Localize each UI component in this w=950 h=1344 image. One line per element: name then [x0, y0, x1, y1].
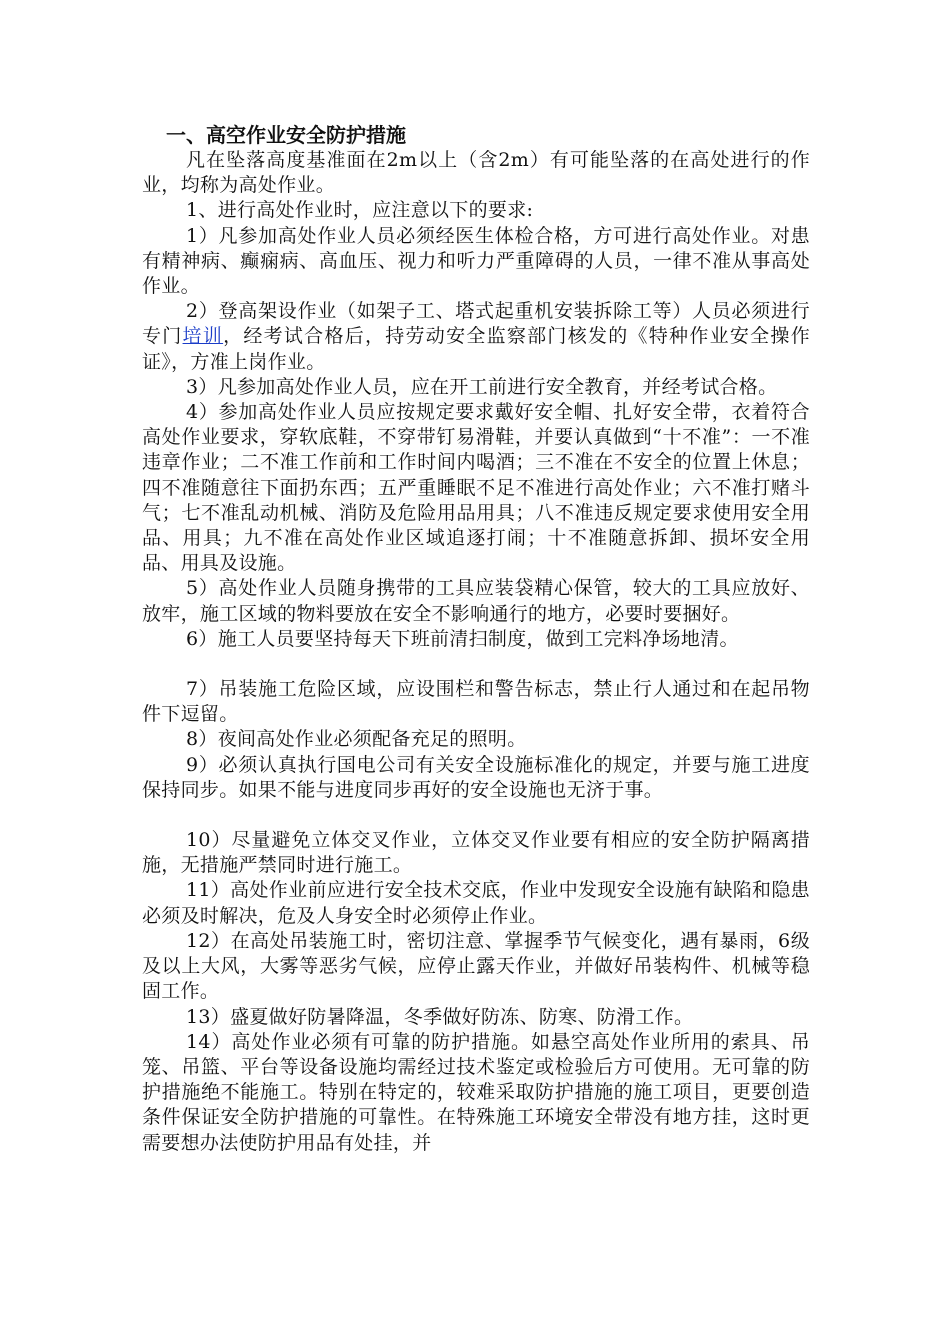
- requirement-item-5: 5）高处作业人员随身携带的工具应装袋精心保管，较大的工具应放好、放牢，施工区域的物料要放在安全不影响通行的地方，必要时要捆好。: [142, 577, 810, 625]
- requirement-item-13: 13）盛夏做好防暑降温，冬季做好防冻、防寒、防滑工作。: [186, 1005, 694, 1028]
- training-link[interactable]: 培训: [182, 325, 224, 348]
- section-title: 一、高空作业安全防护措施: [166, 123, 406, 147]
- document-page: [142, 122, 810, 1156]
- requirement-item-1: 1）凡参加高处作业人员必须经医生体检合格，方可进行高处作业。对患有精神病、癫痫病、高血压、视力和听力严重障碍的人员，一律不准从事高处作业。: [142, 224, 810, 298]
- requirement-item-2-text-end: ，经考试合格后，持劳动安全监察部门核发的《特种作业安全操作证》，方准上岗作业。: [142, 325, 810, 373]
- requirement-item-12: 12）在高处吊装施工时，密切注意、掌握季节气候变化，遇有暴雨，6级及以上大风，大雾等恶劣气候，应停止露天作业，并做好吊装构件、机械等稳固工作。: [142, 929, 810, 1003]
- requirement-item-11: 11）高处作业前应进行安全技术交底，作业中发现安全设施有缺陷和隐患必须及时解决，危及人身安全时必须停止作业。: [142, 879, 810, 927]
- requirement-item-3: 3）凡参加高处作业人员，应在开工前进行安全教育，并经考试合格。: [186, 375, 778, 398]
- intro-paragraph: 凡在坠落高度基准面在2m以上（含2m）有可能坠落的在高处进行的作业，均称为高处作业。: [142, 149, 810, 197]
- requirement-item-8: 8）夜间高处作业必须配备充足的照明。: [186, 728, 527, 751]
- requirements-heading: 1、进行高处作业时，应注意以下的要求:: [186, 199, 534, 222]
- requirement-item-10: 10）尽量避免立体交叉作业，立体交叉作业要有相应的安全防护隔离措施，无措施严禁同时进行施工。: [142, 829, 810, 877]
- requirement-item-14: 14）高处作业必须有可靠的防护措施。如悬空高处作业所用的索具、吊笼、吊篮、平台等设备设施均需经过技术鉴定或检验后方可使用。无可靠的防护措施绝不能施工。特别在特定的，较难采取防护措施的施工项目，更要创造条件保证安全防护措施的可靠性。在特殊施工环境安全带没有地方挂，这时更需要想办法使防护用品有处挂，并: [142, 1030, 810, 1154]
- requirement-item-2: [142, 299, 810, 375]
- requirement-item-6: 6）施工人员要坚持每天下班前清扫制度，做到工完料净场地清。: [186, 627, 739, 650]
- requirement-item-9: 9）必须认真执行国电公司有关安全设施标准化的规定，并要与施工进度保持同步。如果不能与进度同步再好的安全设施也无济于事。: [142, 753, 810, 801]
- requirement-item-4: 4）参加高处作业人员应按规定要求戴好安全帽、扎好安全带，衣着符合高处作业要求，穿软底鞋，不穿带钉易滑鞋，并要认真做到“十不准”：一不准违章作业；二不准工作前和工作时间内喝酒；三不准在不安全的位置上休息；四不准随意往下面扔东西；五严重睡眠不足不准进行高处作业；六不准打赌斗气；七不准乱动机械、消防及危险用品用具；八不准违反规定要求使用安全用品、用具；九不准在高处作业区域追逐打闹；十不准随意拆卸、损坏安全用品、用具及设施。: [142, 401, 810, 575]
- requirement-item-2-text-start: 2）登高架设作业（如架子工、塔式起重机安装拆除工等）人员必须进行专门: [142, 300, 810, 348]
- requirement-item-7: 7）吊装施工危险区域，应设围栏和警告标志，禁止行人通过和在起吊物件下逗留。: [142, 678, 810, 726]
